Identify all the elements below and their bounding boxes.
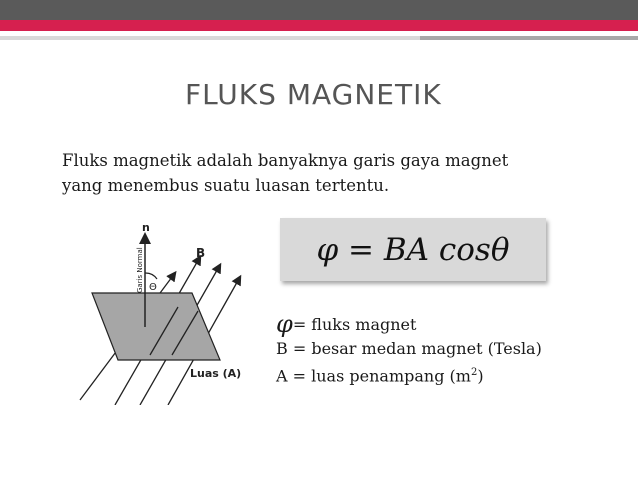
legend <box>276 312 542 388</box>
top-divider-accent <box>420 36 638 40</box>
legend-a <box>276 361 542 388</box>
a-suffix: ) <box>477 366 484 386</box>
magnetic-flux-diagram <box>60 215 260 405</box>
phi-description: = fluks magnet <box>292 315 417 334</box>
description-line-2: yang menembus suatu luasan tertentu. <box>62 176 390 195</box>
formula-box <box>280 218 546 281</box>
slide-description <box>62 148 582 198</box>
area-plane <box>92 293 220 360</box>
angle-arc <box>145 273 157 279</box>
label-n: n <box>142 221 150 234</box>
legend-phi <box>276 312 542 337</box>
top-bar-pink <box>0 20 638 31</box>
flux-formula: φ = BA cosθ <box>316 231 510 268</box>
label-b: B <box>196 246 206 260</box>
label-area: Luas (A) <box>190 367 242 380</box>
label-theta: Θ <box>149 282 157 293</box>
description-line-1: Fluks magnetik adalah banyaknya garis gaya magnet <box>62 151 509 170</box>
slide-title: FLUKS MAGNETIK <box>185 78 442 111</box>
legend-b: B = besar medan magnet (Tesla) <box>276 339 542 358</box>
label-normal: Garis Normal <box>136 247 144 293</box>
a-superscript: 2 <box>470 367 478 378</box>
top-bar-dark <box>0 0 638 20</box>
phi-symbol: φ <box>276 310 293 338</box>
a-description: A = luas penampang (m <box>276 366 471 386</box>
